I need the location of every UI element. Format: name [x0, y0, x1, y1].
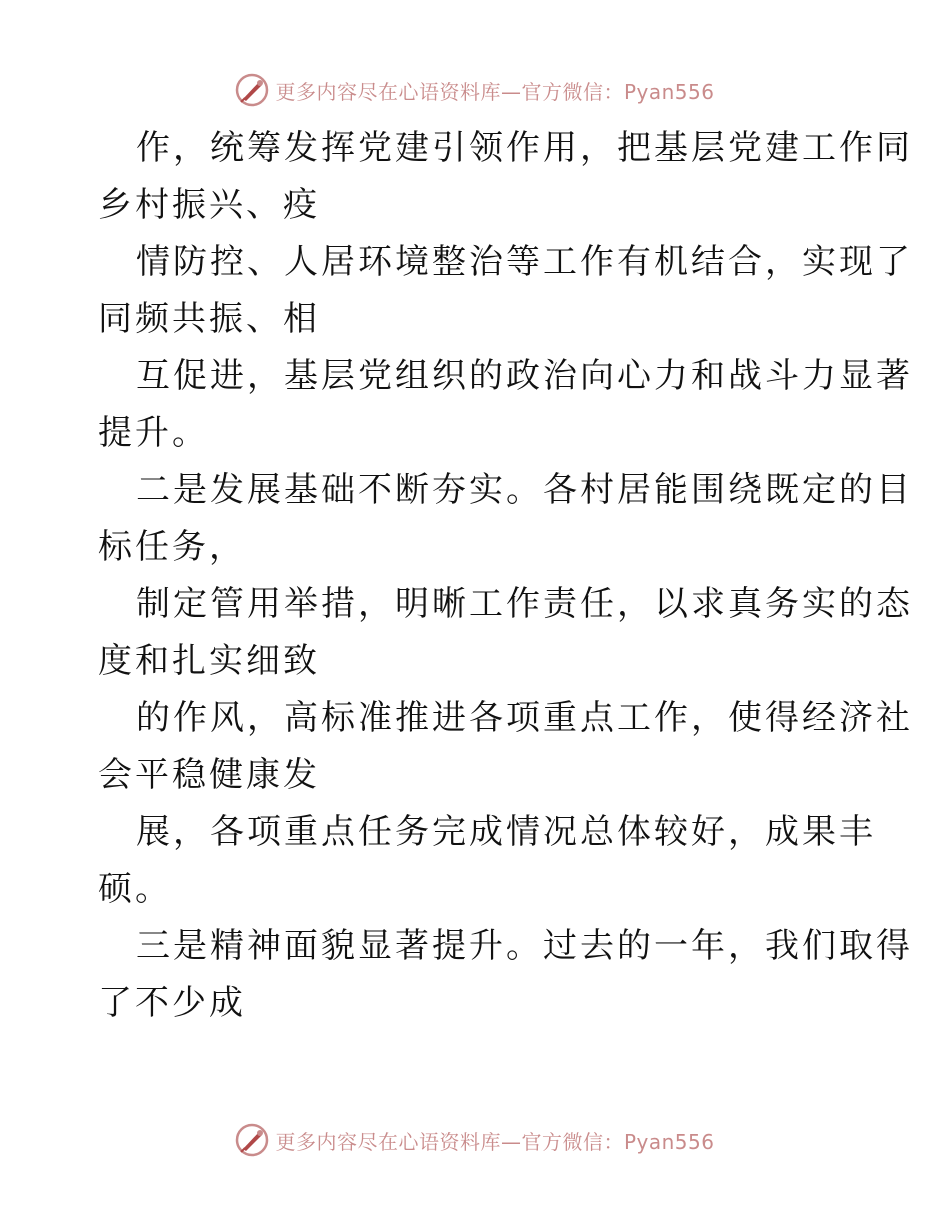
quill-pen-logo-icon [235, 1123, 269, 1157]
paragraph-4 [98, 462, 913, 576]
header-banner [0, 70, 950, 110]
quill-pen-logo-icon [235, 73, 269, 107]
paragraph-7 [98, 804, 876, 918]
paragraph-line: 了不少成 [98, 983, 246, 1023]
paragraph-line: 同频共振、相 [98, 299, 320, 339]
paragraph-line: 作，统筹发挥党建引领作用，把基层党建工作同 [136, 128, 913, 168]
paragraph-line: 展，各项重点任务完成情况总体较好，成果丰 [136, 812, 876, 852]
header-text: 更多内容尽在心语资料库—官方微信：Pyan556 [275, 79, 715, 104]
paragraph-6 [98, 690, 913, 804]
paragraph-line: 硕。 [98, 869, 172, 909]
paragraph-1 [98, 120, 913, 234]
paragraph-3 [98, 348, 913, 462]
paragraph-2 [98, 234, 913, 348]
paragraph-line: 二是发展基础不断夯实。各村居能围绕既定的目 [136, 470, 913, 510]
paragraph-line: 标任务， [98, 527, 246, 567]
paragraph-5 [98, 576, 913, 690]
paragraph-8 [98, 918, 913, 1032]
document-body [98, 120, 913, 1032]
footer-text: 更多内容尽在心语资料库—官方微信：Pyan556 [275, 1129, 715, 1154]
paragraph-line: 的作风，高标准推进各项重点工作，使得经济社 [136, 698, 913, 738]
paragraph-line: 情防控、人居环境整治等工作有机结合，实现了 [136, 242, 913, 282]
paragraph-line: 互促进，基层党组织的政治向心力和战斗力显著 [136, 356, 913, 396]
paragraph-line: 乡村振兴、疫 [98, 185, 320, 225]
paragraph-line: 度和扎实细致 [98, 641, 320, 681]
footer-banner [0, 1120, 950, 1160]
paragraph-line: 三是精神面貌显著提升。过去的一年，我们取得 [136, 926, 913, 966]
paragraph-line: 制定管用举措，明晰工作责任，以求真务实的态 [136, 584, 913, 624]
paragraph-line: 会平稳健康发 [98, 755, 320, 795]
paragraph-line: 提升。 [98, 413, 209, 453]
